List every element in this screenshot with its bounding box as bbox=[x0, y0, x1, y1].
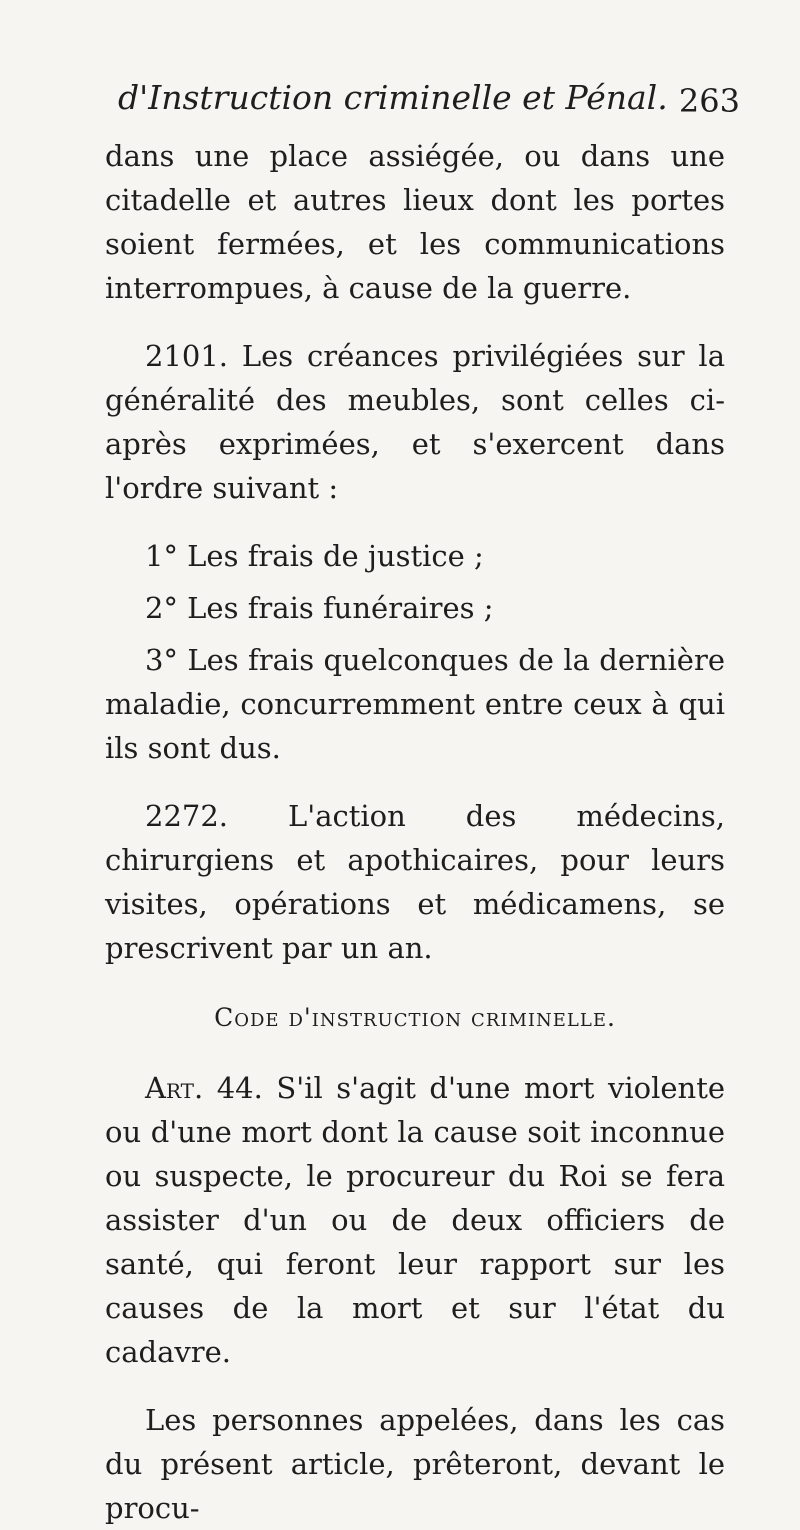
paragraph-article-2272: 2272. L'action des médecins, chirurgiens et apothicaires, pour leurs visites, opérations et médicamens, se prescrivent par un an. bbox=[105, 799, 725, 965]
paragraph-persons: Les personnes appelées, dans les cas du présent article, prêteront, devant le procu- bbox=[105, 1403, 725, 1525]
body-text bbox=[105, 134, 725, 1530]
paragraph-continuation: dans une place assiégée, ou dans une citadelle et autres lieux dont les portes soient fermées, et les communications interrompues, à cause de la guerre. bbox=[105, 139, 725, 305]
page-header bbox=[100, 78, 740, 128]
list-item-3: 3° Les frais quelconques de la dernière maladie, concurremment entre ceux à qui ils sont dus. bbox=[105, 643, 725, 765]
running-title: d'Instruction criminelle et Pénal. bbox=[118, 78, 668, 117]
list-item-2: 2° Les frais funéraires ; bbox=[145, 591, 494, 625]
paragraph-article-44 bbox=[105, 1066, 725, 1374]
list-item-1: 1° Les frais de justice ; bbox=[145, 539, 484, 573]
page-number: 263 bbox=[678, 82, 740, 120]
paragraph-article-2101: 2101. Les créances privilégiées sur la généralité des meubles, sont celles ci-après exprimées, et s'exercent dans l'ordre suivant : bbox=[105, 339, 725, 505]
article-44-text: 44. S'il s'agit d'une mort violente ou d'une mort dont la cause soit inconnue ou suspecte, le procureur du Roi se fera assister d'un ou de deux officiers de santé, qui feront leur rapport sur les causes de la mort et sur l'état du cadavre. bbox=[105, 1071, 726, 1369]
section-title: Code d'instruction criminelle. bbox=[214, 1003, 616, 1032]
article-label: Art. bbox=[145, 1071, 204, 1105]
